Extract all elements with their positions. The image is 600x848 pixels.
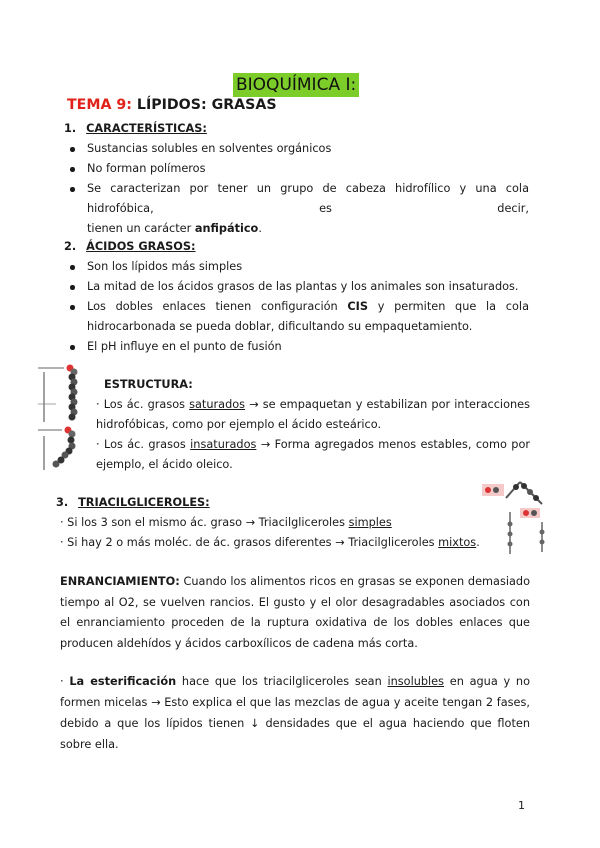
esterificacion-paragraph [60, 671, 530, 755]
triacil-mixtos-text: · Si hay 2 o más moléc. de ác. grasos diferentes → Triacilgliceroles [60, 536, 439, 549]
fatty-acid-molecule-figure [34, 360, 96, 478]
esterificacion-text-2: en agua y no formen micelas → Esto explica el que las mezclas de agua y aceite tengan 2 fases, debido a que los lípidos tienen [60, 675, 530, 730]
list-item-text: Los dobles enlaces tienen configuración [87, 300, 348, 313]
enranciamiento-label: ENRANCIAMIENTO: [60, 575, 180, 588]
list-item: La mitad de los ácidos grasos de las plantas y los animales son insaturados. [67, 277, 529, 297]
esterificacion-text: hace que los triacilgliceroles sean [176, 675, 388, 688]
triacil-simples-text: · Si los 3 son el mismo ác. graso → Triacilgliceroles [60, 516, 349, 529]
saturated-prefix: · Los ác. grasos [96, 398, 190, 411]
list-item [67, 179, 529, 239]
unsaturated-line1 [96, 435, 530, 455]
down-arrow-icon: ↓ [250, 717, 260, 730]
keyword-saturados: saturados [189, 398, 246, 411]
section1-number: 1. [64, 122, 77, 135]
keyword-anfipatico: anfipático [194, 222, 259, 235]
keyword-insolubles: insolubles [387, 675, 445, 688]
list-item-text: tienen un carácter [87, 222, 195, 235]
list-item: Sustancias solubles en solventes orgánicos [67, 139, 529, 159]
tema-name: LÍPIDOS: GRASAS [136, 97, 277, 113]
section2-list [67, 257, 529, 357]
keyword-mixtos: mixtos [438, 536, 477, 549]
keyword-cis: CIS [347, 300, 369, 313]
list-item-line2: hidrocarbonada se pueda doblar, dificultando su empaquetamiento. [87, 320, 473, 333]
section1-list [67, 139, 529, 239]
section2-number: 2. [64, 240, 77, 253]
triacil-mixtos-end: . [476, 536, 480, 549]
list-item: Son los lípidos más simples [67, 257, 529, 277]
saturated-line2: hidrofóbicas, como por ejemplo el ácido esteárico. [96, 418, 382, 431]
estructura-text [96, 395, 530, 475]
keyword-simples: simples [348, 516, 392, 529]
tema-heading [67, 95, 277, 115]
list-item [67, 297, 529, 337]
triacylglycerol-icon [482, 482, 545, 554]
enranciamiento-paragraph [60, 572, 530, 654]
list-item-line1 [87, 297, 529, 317]
list-item-text: y permiten que la cola [368, 300, 529, 313]
list-item: No forman polímeros [67, 159, 529, 179]
unsaturated-suffix: → Forma agregados menos estables, como por [256, 438, 530, 451]
page-number: 1 [518, 799, 525, 812]
unsaturated-prefix: · Los ác. grasos [96, 438, 191, 451]
saturated-line1 [96, 395, 530, 415]
section2-heading [64, 237, 196, 257]
esterificacion-prefix: · [60, 675, 70, 688]
keyword-esterificacion: La esterificación [69, 675, 177, 688]
section3-heading [56, 493, 210, 513]
esterificacion-text-3: densidades que el agua haciendo que floten sobre ella. [60, 717, 530, 751]
tema-number: TEMA 9: [67, 97, 132, 113]
section3-text [60, 513, 480, 553]
triacil-mixtos-line [60, 533, 480, 553]
saturated-suffix: → se empaquetan y estabilizan por interacciones [245, 398, 530, 411]
estructura-heading: ESTRUCTURA: [104, 378, 193, 391]
saturated-chain-icon [38, 365, 78, 423]
document-title: BIOQUÍMICA I: [233, 73, 359, 97]
section3-title: TRIACILGLICEROLES: [78, 496, 210, 509]
section2-title: ÁCIDOS GRASOS: [86, 240, 196, 253]
section1-heading [64, 119, 207, 139]
enranciamiento-text: Cuando los alimentos ricos en grasas se exponen demasiado tiempo al O2, se vuelven rancios. El gusto y el olor desagradables asociados con el enranciamiento proceden de la ruptura oxidativa de los dobles enlaces que producen aldehídos y ácidos carboxílicos de cadena más corta. [60, 575, 530, 650]
section1-title: CARACTERÍSTICAS: [86, 122, 207, 135]
list-item-line1: Se caracterizan por tener un grupo de cabeza hidrofílico y una cola hidrofóbica, es decir, [87, 182, 529, 215]
unsaturated-line2: ejemplo, el ácido oleico. [96, 458, 233, 471]
keyword-insaturados: insaturados [190, 438, 257, 451]
triacylglycerol-molecule-figure [476, 478, 558, 558]
list-item: El pH influye en el punto de fusión [67, 337, 529, 357]
unsaturated-chain-icon [38, 427, 76, 471]
list-item-line2 [87, 222, 262, 235]
triacil-simples-line [60, 513, 480, 533]
section3-number: 3. [56, 496, 69, 509]
list-item-end: . [258, 222, 262, 235]
